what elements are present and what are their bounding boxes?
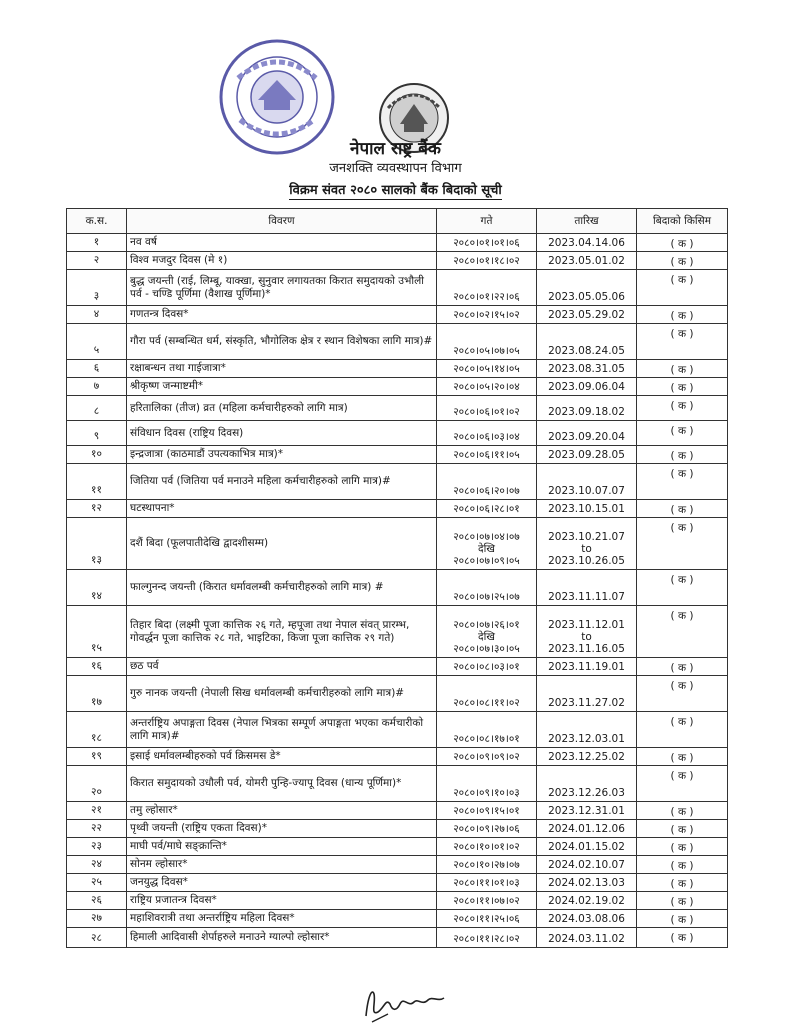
org-name: नेपाल राष्ट्र बैंक (350, 139, 441, 159)
row-bs-date: २०८०।०६।११।०५ (437, 446, 537, 464)
row-serial: २० (67, 766, 127, 802)
row-bs-date: २०८०।०५।२०।०४ (437, 378, 537, 396)
row-serial: ६ (67, 360, 127, 378)
row-description: बुद्ध जयन्ती (राई, लिम्बू, याक्खा, सुनुवार लगायतका किरात समुदायको उभौली पर्व - चण्डि पूर्णिमा (वैशाख पूर्णिमा)* (127, 270, 437, 306)
row-bs-date: २०८०।११।२५।०६ (437, 910, 537, 928)
table-row (67, 856, 728, 874)
row-leave-type: ( क ) (637, 910, 728, 928)
row-serial: २८ (67, 928, 127, 948)
row-serial: १८ (67, 712, 127, 748)
row-serial: २१ (67, 802, 127, 820)
row-ad-date: 2023.12.03.01 (537, 712, 637, 748)
document-title (0, 180, 791, 198)
row-bs-date: २०८०।०९।१५।०१ (437, 802, 537, 820)
row-description: महाशिवरात्री तथा अन्तर्राष्ट्रिय महिला दिवस* (127, 910, 437, 928)
row-serial: २ (67, 252, 127, 270)
row-ad-date: 2023.12.31.01 (537, 802, 637, 820)
header-leave-type: बिदाको किसिम (637, 209, 728, 234)
table-row (67, 802, 728, 820)
row-serial: १७ (67, 676, 127, 712)
row-serial: १० (67, 446, 127, 464)
table-row (67, 820, 728, 838)
row-serial: २५ (67, 874, 127, 892)
row-ad-date: 2023.05.01.02 (537, 252, 637, 270)
row-serial: १ (67, 234, 127, 252)
row-description: हरितालिका (तीज) व्रत (महिला कर्मचारीहरुको लागि मात्र) (127, 396, 437, 421)
row-description: अन्तर्राष्ट्रिय अपाङ्गता दिवस (नेपाल भित्रका सम्पूर्ण अपाङ्गता भएका कर्मचारीको लागि मात्र)# (127, 712, 437, 748)
row-leave-type: ( क ) (637, 360, 728, 378)
table-row (67, 421, 728, 446)
row-ad-date: 2023.09.18.02 (537, 396, 637, 421)
signature (358, 986, 468, 1024)
row-ad-date: 2023.11.12.01 to 2023.11.16.05 (537, 606, 637, 658)
row-description: तमु ल्होसार* (127, 802, 437, 820)
header-ad-date: तारिख (537, 209, 637, 234)
row-description: तिहार बिदा (लक्ष्मी पूजा कात्तिक २६ गते, म्हपूजा तथा नेपाल संवत् प्रारम्भ, गोवर्द्धन पूजा कात्तिक २८ गते, भाइटिका, किजा पूजा कात्तिक २९ गते) (127, 606, 437, 658)
row-serial: ४ (67, 306, 127, 324)
row-ad-date: 2024.03.08.06 (537, 910, 637, 928)
table-row (67, 748, 728, 766)
row-leave-type: ( क ) (637, 378, 728, 396)
table-row (67, 838, 728, 856)
row-bs-date: २०८०।०१।२२।०६ (437, 270, 537, 306)
row-ad-date: 2023.12.26.03 (537, 766, 637, 802)
row-ad-date: 2023.08.24.05 (537, 324, 637, 360)
row-description: संविधान दिवस (राष्ट्रिय दिवस) (127, 421, 437, 446)
row-description: घटस्थापना* (127, 500, 437, 518)
row-bs-date: २०८०।०१।०१।०६ (437, 234, 537, 252)
table-row (67, 658, 728, 676)
row-bs-date: २०८०।११।२८।०२ (437, 928, 537, 948)
row-bs-date: २०८०।११।०७।०२ (437, 892, 537, 910)
row-description: हिमाली आदिवासी शेर्पाहरुले मनाउने ग्याल्पो ल्होसार* (127, 928, 437, 948)
row-bs-date: २०८०।०५।०७।०५ (437, 324, 537, 360)
row-serial: १६ (67, 658, 127, 676)
table-row (67, 606, 728, 658)
row-leave-type: ( क ) (637, 270, 728, 306)
header-description: विवरण (127, 209, 437, 234)
row-leave-type: ( क ) (637, 874, 728, 892)
row-serial: ११ (67, 464, 127, 500)
row-ad-date: 2023.12.25.02 (537, 748, 637, 766)
row-serial: १९ (67, 748, 127, 766)
table-row (67, 234, 728, 252)
row-leave-type: ( क ) (637, 306, 728, 324)
row-ad-date: 2023.11.19.01 (537, 658, 637, 676)
row-leave-type: ( क ) (637, 712, 728, 748)
row-ad-date: 2023.09.06.04 (537, 378, 637, 396)
row-description: पृथ्वी जयन्ती (राष्ट्रिय एकता दिवस)* (127, 820, 437, 838)
table-row (67, 676, 728, 712)
row-bs-date: २०८०।०९।२७।०६ (437, 820, 537, 838)
row-ad-date: 2024.03.11.02 (537, 928, 637, 948)
row-ad-date: 2024.01.15.02 (537, 838, 637, 856)
holiday-table (66, 208, 728, 948)
row-bs-date: २०८०।०८।११।०२ (437, 676, 537, 712)
row-leave-type: ( क ) (637, 820, 728, 838)
table-row (67, 464, 728, 500)
row-leave-type: ( क ) (637, 892, 728, 910)
row-bs-date: २०८०।१०।२७।०७ (437, 856, 537, 874)
row-serial: २४ (67, 856, 127, 874)
row-bs-date: २०८०।११।०१।०३ (437, 874, 537, 892)
row-description: गणतन्त्र दिवस* (127, 306, 437, 324)
row-leave-type: ( क ) (637, 658, 728, 676)
row-leave-type: ( क ) (637, 802, 728, 820)
row-serial: २३ (67, 838, 127, 856)
row-ad-date: 2023.10.21.07 to 2023.10.26.05 (537, 518, 637, 570)
row-description: श्रीकृष्ण जन्माष्टमी* (127, 378, 437, 396)
row-ad-date: 2023.05.05.06 (537, 270, 637, 306)
row-bs-date: २०८०।०९।१०।०३ (437, 766, 537, 802)
row-bs-date: २०८०।०७।२५।०७ (437, 570, 537, 606)
table-header-row (67, 209, 728, 234)
row-leave-type: ( क ) (637, 446, 728, 464)
document-title-text: विक्रम संवत २०८० सालको बैंक बिदाको सूची (289, 183, 502, 198)
header-serial: क.स. (67, 209, 127, 234)
row-serial: ५ (67, 324, 127, 360)
row-leave-type: ( क ) (637, 928, 728, 948)
row-description: फाल्गुनन्द जयन्ती (किरात धर्मावलम्बी कर्मचारीहरुको लागि मात्र) # (127, 570, 437, 606)
row-ad-date: 2023.04.14.06 (537, 234, 637, 252)
row-bs-date: २०८०।०८।०३।०१ (437, 658, 537, 676)
row-ad-date: 2024.01.12.06 (537, 820, 637, 838)
row-ad-date: 2024.02.19.02 (537, 892, 637, 910)
row-serial: २७ (67, 910, 127, 928)
row-ad-date: 2024.02.10.07 (537, 856, 637, 874)
table-row (67, 910, 728, 928)
row-bs-date: २०८०।०६।२८।०१ (437, 500, 537, 518)
row-description: राष्ट्रिय प्रजातन्त्र दिवस* (127, 892, 437, 910)
table-row (67, 252, 728, 270)
table-row (67, 518, 728, 570)
row-ad-date: 2023.10.15.01 (537, 500, 637, 518)
row-leave-type: ( क ) (637, 518, 728, 570)
row-bs-date: २०८०।०७।०४।०७ देखि २०८०।०७।०९।०५ (437, 518, 537, 570)
row-description: छठ पर्व (127, 658, 437, 676)
table-row (67, 446, 728, 464)
row-bs-date: २०८०।०७।२६।०१ देखि २०८०।०७।३०।०५ (437, 606, 537, 658)
row-ad-date: 2024.02.13.03 (537, 874, 637, 892)
table-row (67, 324, 728, 360)
row-serial: १२ (67, 500, 127, 518)
row-ad-date: 2023.11.11.07 (537, 570, 637, 606)
row-description: दशैं बिदा (फूलपातीदेखि द्वादशीसम्म) (127, 518, 437, 570)
row-leave-type: ( क ) (637, 252, 728, 270)
row-leave-type: ( क ) (637, 324, 728, 360)
row-leave-type: ( क ) (637, 838, 728, 856)
row-leave-type: ( क ) (637, 766, 728, 802)
row-leave-type: ( क ) (637, 421, 728, 446)
row-bs-date: २०८०।०२।१५।०२ (437, 306, 537, 324)
row-serial: ७ (67, 378, 127, 396)
row-leave-type: ( क ) (637, 856, 728, 874)
row-bs-date: २०८०।०९।०९।०२ (437, 748, 537, 766)
row-description: इन्द्रजात्रा (काठमाडौं उपत्यकाभित्र मात्र)* (127, 446, 437, 464)
row-serial: १३ (67, 518, 127, 570)
table-row (67, 712, 728, 748)
department-name: जनशक्ति व्यवस्थापन विभाग (329, 161, 462, 176)
row-description: इसाई धर्मावलम्बीहरुको पर्व क्रिसमस डे* (127, 748, 437, 766)
row-serial: १५ (67, 606, 127, 658)
row-bs-date: २०८०।१०।०१।०२ (437, 838, 537, 856)
row-description: सोनम ल्होसार* (127, 856, 437, 874)
header-bs-date: गते (437, 209, 537, 234)
table-row (67, 396, 728, 421)
row-ad-date: 2023.09.20.04 (537, 421, 637, 446)
table-row (67, 874, 728, 892)
row-serial: ९ (67, 421, 127, 446)
table-row (67, 378, 728, 396)
row-ad-date: 2023.05.29.02 (537, 306, 637, 324)
row-description: रक्षाबन्धन तथा गाईजात्रा* (127, 360, 437, 378)
row-description: किरात समुदायको उधौली पर्व, योमरी पुन्हि-ज्यापू दिवस (धान्य पूर्णिमा)* (127, 766, 437, 802)
row-serial: २२ (67, 820, 127, 838)
row-serial: २६ (67, 892, 127, 910)
table-row (67, 928, 728, 948)
table-row (67, 570, 728, 606)
row-description: माघी पर्व/माघे सङ्क्रान्ति* (127, 838, 437, 856)
row-bs-date: २०८०।०६।२०।०७ (437, 464, 537, 500)
row-bs-date: २०८०।०५।१४।०५ (437, 360, 537, 378)
row-leave-type: ( क ) (637, 570, 728, 606)
table-row (67, 766, 728, 802)
row-bs-date: २०८०।०१।१८।०२ (437, 252, 537, 270)
table-row (67, 360, 728, 378)
row-serial: ३ (67, 270, 127, 306)
row-leave-type: ( क ) (637, 464, 728, 500)
table-row (67, 500, 728, 518)
row-bs-date: २०८०।०६।०१।०२ (437, 396, 537, 421)
row-bs-date: २०८०।०८।१७।०१ (437, 712, 537, 748)
row-leave-type: ( क ) (637, 748, 728, 766)
table-row (67, 306, 728, 324)
row-leave-type: ( क ) (637, 676, 728, 712)
table-row (67, 270, 728, 306)
table-row (67, 892, 728, 910)
row-description: जनयुद्ध दिवस* (127, 874, 437, 892)
row-description: विश्व मजदुर दिवस (मे १) (127, 252, 437, 270)
row-description: गुरु नानक जयन्ती (नेपाली सिख धर्मावलम्बी कर्मचारीहरुको लागि मात्र)# (127, 676, 437, 712)
row-ad-date: 2023.10.07.07 (537, 464, 637, 500)
row-bs-date: २०८०।०६।०३।०४ (437, 421, 537, 446)
row-serial: १४ (67, 570, 127, 606)
row-leave-type: ( क ) (637, 606, 728, 658)
row-description: गौरा पर्व (सम्बन्धित धर्म, संस्कृति, भौगोलिक क्षेत्र र स्थान विशेषका लागि मात्र)# (127, 324, 437, 360)
row-description: नव वर्ष (127, 234, 437, 252)
row-ad-date: 2023.11.27.02 (537, 676, 637, 712)
row-serial: ८ (67, 396, 127, 421)
row-leave-type: ( क ) (637, 500, 728, 518)
row-description: जितिया पर्व (जितिया पर्व मनाउने महिला कर्मचारीहरुको लागि मात्र)# (127, 464, 437, 500)
row-leave-type: ( क ) (637, 234, 728, 252)
row-ad-date: 2023.08.31.05 (537, 360, 637, 378)
row-leave-type: ( क ) (637, 396, 728, 421)
row-ad-date: 2023.09.28.05 (537, 446, 637, 464)
